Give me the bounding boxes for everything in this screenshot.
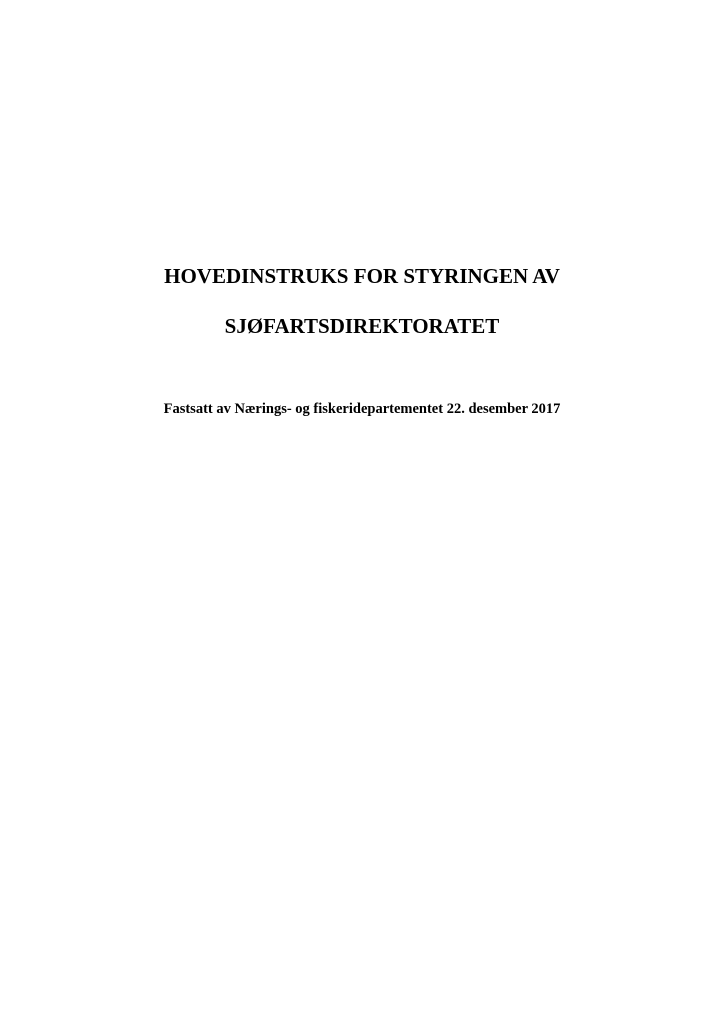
document-title-line-1: HOVEDINSTRUKS FOR STYRINGEN AV xyxy=(164,264,560,288)
document-subtitle: Fastsatt av Nærings- og fiskeridepartementet 22. desember 2017 xyxy=(163,401,561,417)
document-title-line-2: SJØFARTSDIREKTORATET xyxy=(224,314,500,338)
